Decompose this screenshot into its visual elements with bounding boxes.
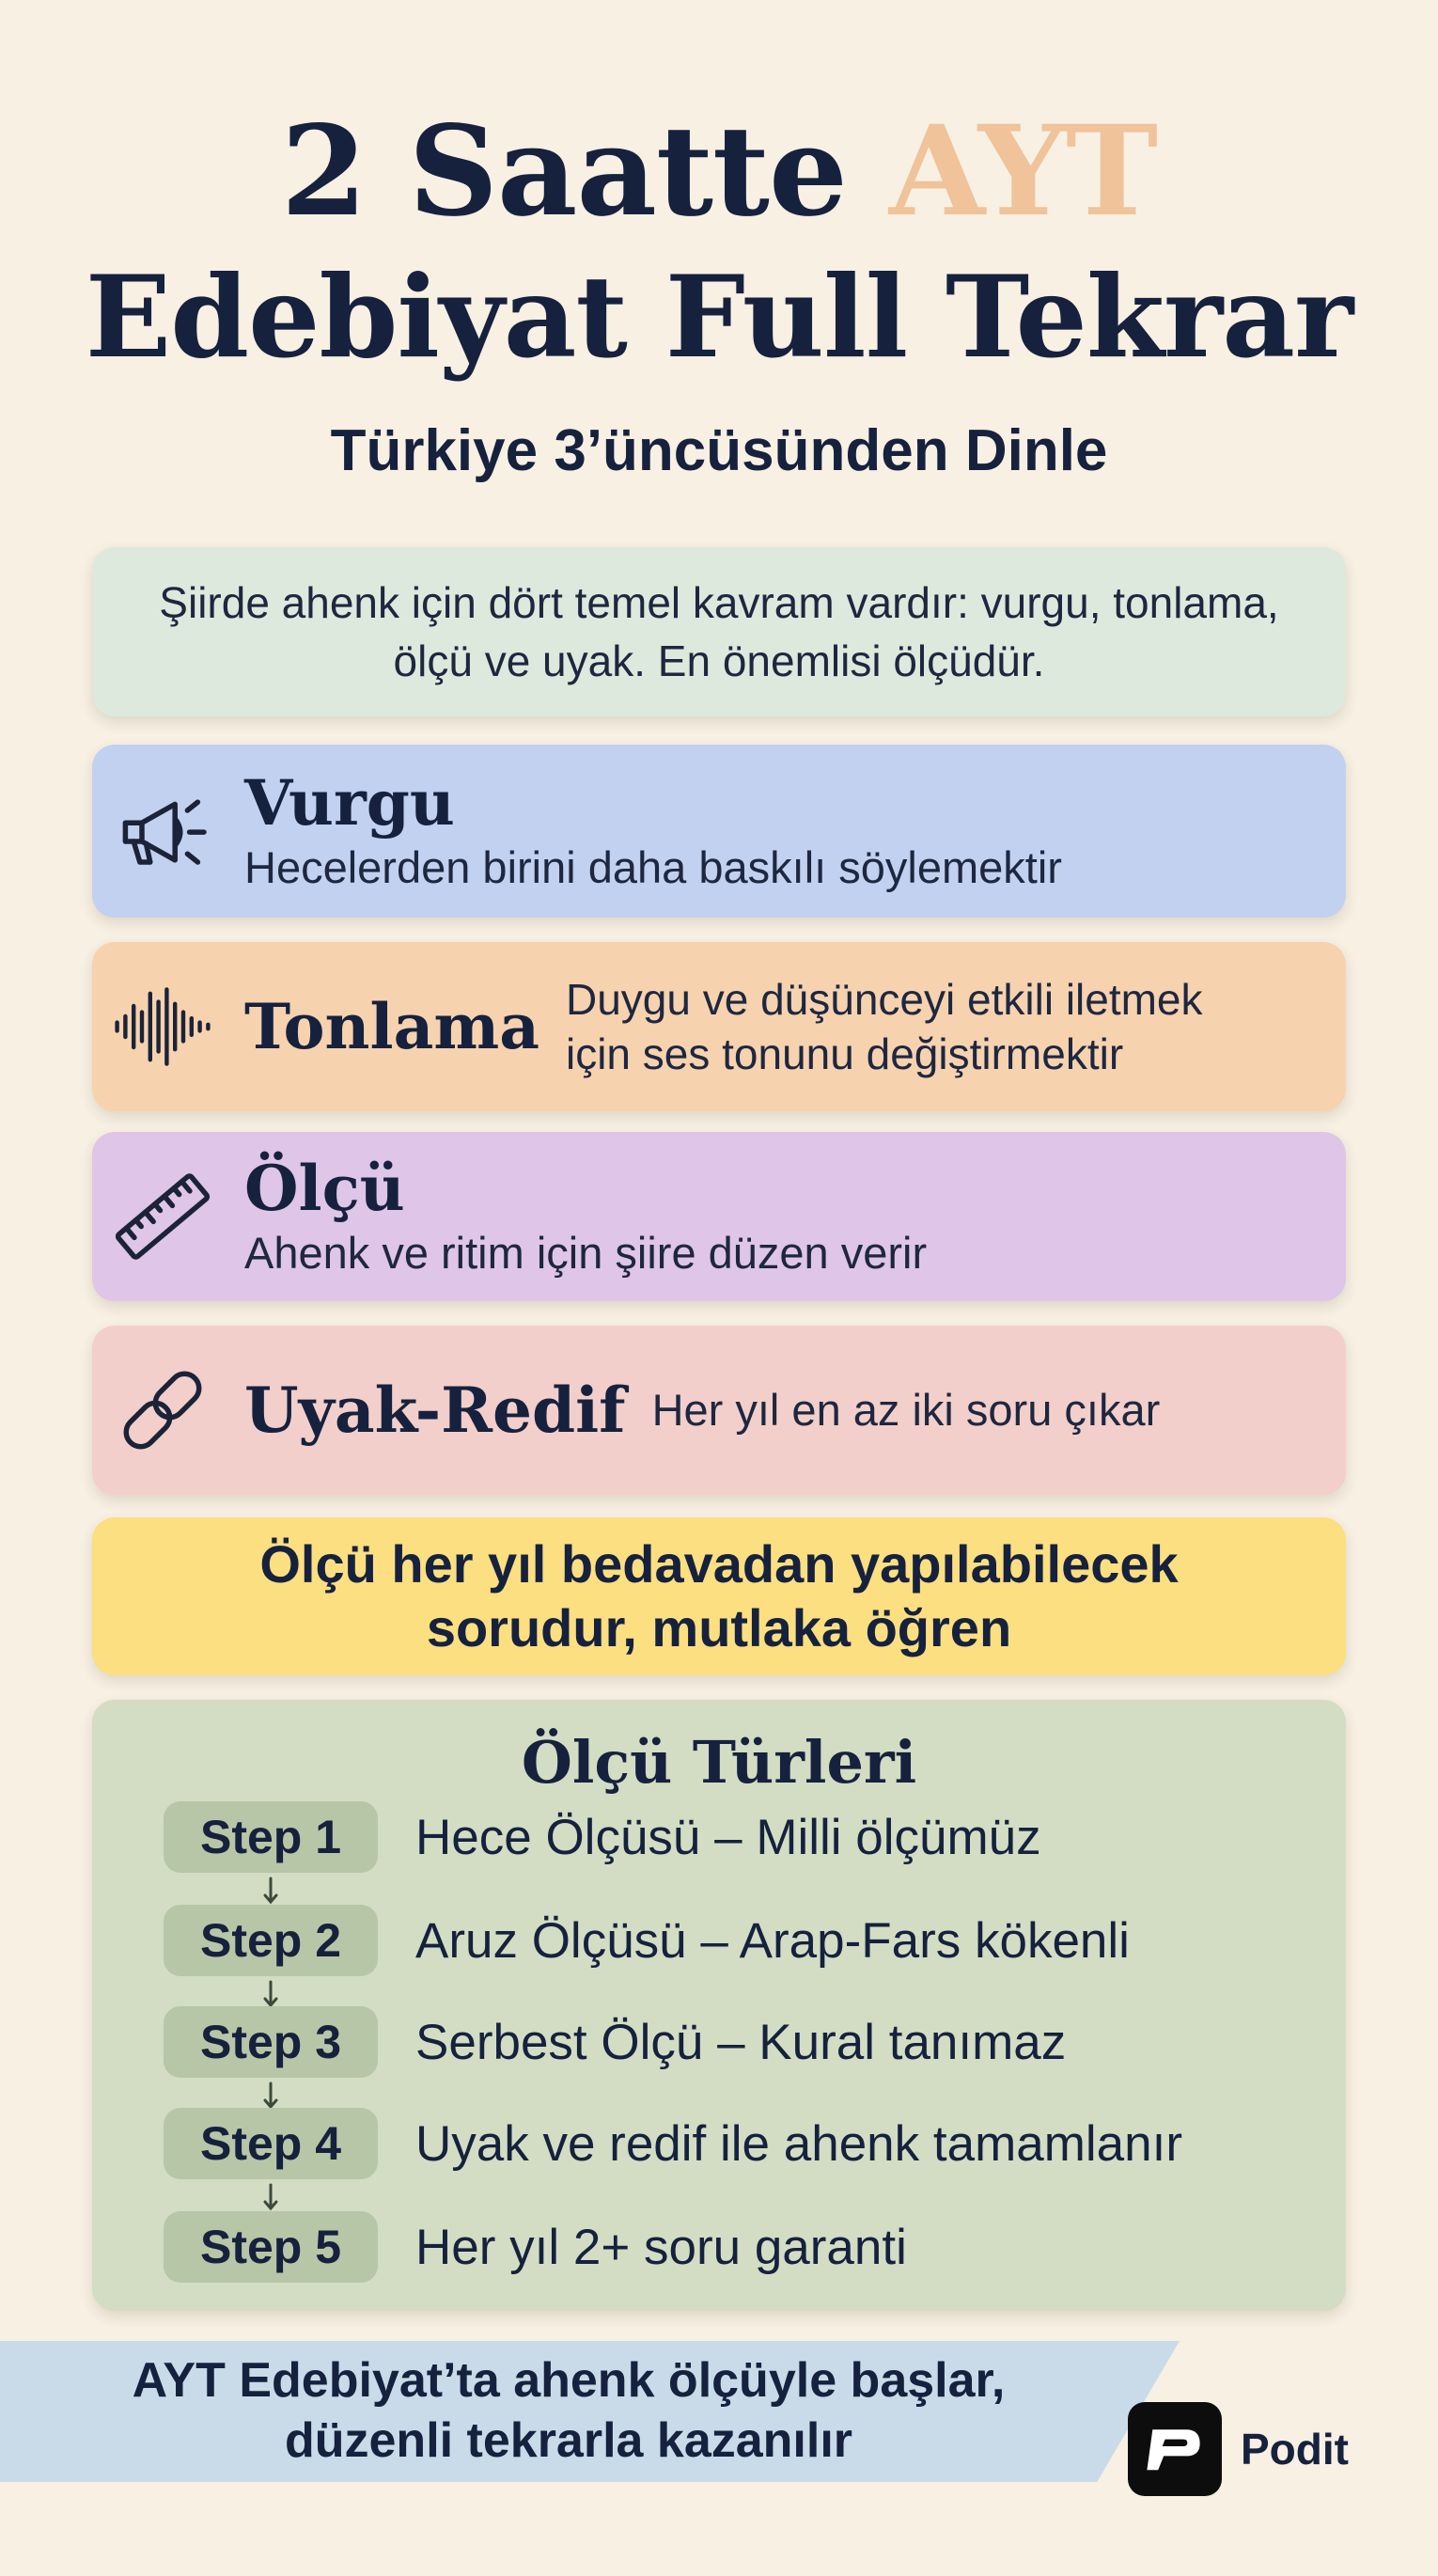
footer-text	[56, 2350, 1081, 2471]
concept-card-vurgu	[92, 745, 1346, 918]
concept-description: Ahenk ve ritim için şiire düzen verir	[244, 1228, 928, 1278]
arrow-down-icon	[262, 1980, 279, 2008]
step-item	[164, 2211, 907, 2283]
arrow-down-icon	[262, 2183, 279, 2211]
step-label: Step 2	[164, 1905, 378, 1976]
concept-description	[566, 972, 1203, 1081]
subtitle: Türkiye 3’üncüsünden Dinle	[330, 418, 1108, 483]
step-text: Uyak ve redif ile ahenk tamamlanır	[415, 2115, 1182, 2172]
step-label: Step 4	[164, 2108, 378, 2179]
step-label: Step 5	[164, 2211, 378, 2283]
concept-card-uyak-redif	[92, 1326, 1346, 1495]
concept-description: Her yıl en az iki soru çıkar	[651, 1385, 1161, 1435]
step-text: Serbest Ölçü – Kural tanımaz	[415, 2014, 1067, 2070]
step-label: Step 1	[164, 1801, 378, 1873]
highlight-line-2: sorudur, mutlaka öğren	[426, 1598, 1012, 1657]
step-label: Step 3	[164, 2006, 378, 2078]
highlight-card	[92, 1517, 1346, 1675]
concept-title: Ölçü	[244, 1152, 405, 1225]
step-text: Aruz Ölçüsü – Arap-Fars kökenli	[415, 1912, 1130, 1969]
sound-wave-icon	[92, 942, 233, 1111]
step-text: Her yıl 2+ soru garanti	[415, 2219, 907, 2275]
footer-line-1: AYT Edebiyat’ta ahenk ölçüyle başlar,	[132, 2353, 1006, 2408]
highlight-line-1: Ölçü her yıl bedavadan yapılabilecek	[259, 1534, 1179, 1594]
arrow-down-icon	[262, 2081, 279, 2110]
step-item	[164, 2006, 1066, 2078]
arrow-down-icon	[262, 1877, 279, 1905]
podit-logo-icon	[1128, 2402, 1222, 2496]
concept-card-tonlama	[92, 942, 1346, 1111]
ruler-icon	[92, 1132, 233, 1301]
chain-link-icon	[92, 1326, 233, 1495]
footer-line-2: düzenli tekrarla kazanılır	[284, 2413, 853, 2468]
title-line-1	[0, 99, 1438, 244]
step-item	[164, 1801, 1041, 1873]
concept-description-line-2: için ses tonunu değiştirmektir	[565, 1029, 1124, 1078]
title-line-2: Edebiyat Full Tekrar	[85, 251, 1353, 384]
concept-description: Hecelerden birini daha baskılı söylemektir	[244, 842, 1062, 892]
concept-title: Vurgu	[244, 766, 455, 840]
concept-card-olcu	[92, 1132, 1346, 1301]
megaphone-icon	[92, 745, 233, 918]
title-prefix: 2 Saatte	[280, 99, 889, 244]
concept-title: Uyak-Redif	[244, 1374, 626, 1447]
intro-card	[92, 547, 1346, 716]
steps-title: Ölçü Türleri	[521, 1728, 917, 1797]
brand-name: Podit	[1241, 2425, 1349, 2474]
step-text: Hece Ölçüsü – Milli ölçümüz	[415, 1809, 1041, 1865]
concept-description-line-1: Duygu ve düşünceyi etkili iletmek	[565, 975, 1203, 1024]
intro-text: Şiirde ahenk için dört temel kavram vardır: vurgu, tonlama, ölçü ve uyak. En önemlisi ölçüdür.	[159, 578, 1279, 685]
step-item	[164, 1905, 1130, 1976]
title-accent: AYT	[888, 99, 1158, 244]
step-item	[164, 2108, 1182, 2179]
concept-title: Tonlama	[244, 990, 539, 1063]
steps-card	[92, 1700, 1346, 2311]
